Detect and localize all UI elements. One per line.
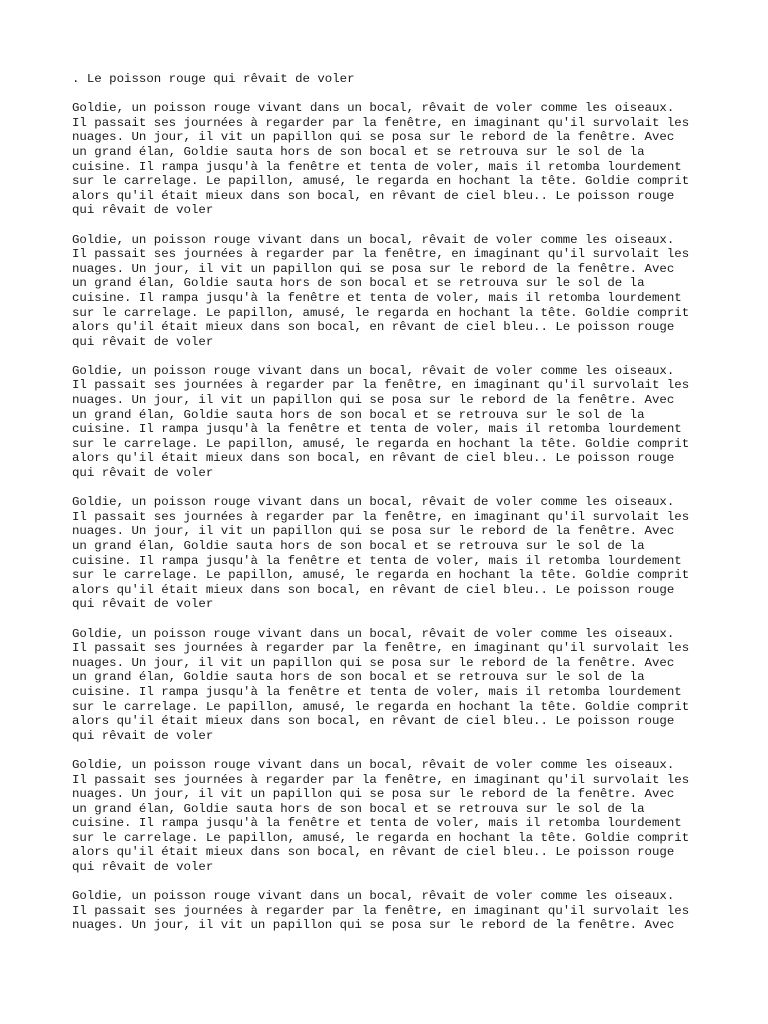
paragraph-line: Il passait ses journées à regarder par la fenêtre, en imaginant qu'il survolait les	[72, 378, 690, 393]
paragraph-line: Goldie, un poisson rouge vivant dans un bocal, rêvait de voler comme les oiseaux.	[72, 626, 675, 641]
paragraph-line: cuisine. Il rampa jusqu'à la fenêtre et tenta de voler, mais il retomba lourdement	[72, 422, 682, 437]
paragraph	[72, 233, 712, 350]
document-title: . Le poisson rouge qui rêvait de voler	[72, 72, 355, 86]
paragraph-line: Goldie, un poisson rouge vivant dans un bocal, rêvait de voler comme les oiseaux.	[72, 101, 675, 116]
paragraph-line: Goldie, un poisson rouge vivant dans un bocal, rêvait de voler comme les oiseaux.	[72, 232, 675, 247]
paragraph-line: Goldie, un poisson rouge vivant dans un bocal, rêvait de voler comme les oiseaux.	[72, 757, 675, 772]
paragraph-line: cuisine. Il rampa jusqu'à la fenêtre et tenta de voler, mais il retomba lourdement	[72, 684, 682, 699]
paragraph-line: nuages. Un jour, il vit un papillon qui se posa sur le rebord de la fenêtre. Avec	[72, 130, 675, 145]
paragraph-line: nuages. Un jour, il vit un papillon qui se posa sur le rebord de la fenêtre. Avec	[72, 787, 675, 802]
paragraph-line: sur le carrelage. Le papillon, amusé, le regarda en hochant la tête. Goldie comprit	[72, 568, 690, 583]
paragraph-line: nuages. Un jour, il vit un papillon qui se posa sur le rebord de la fenêtre. Avec	[72, 655, 675, 670]
paragraph-line: qui rêvait de voler	[72, 466, 214, 481]
paragraph-line: qui rêvait de voler	[72, 203, 214, 218]
paragraph-line: alors qu'il était mieux dans son bocal, en rêvant de ciel bleu.. Le poisson rouge	[72, 714, 675, 729]
paragraph-line: alors qu'il était mieux dans son bocal, en rêvant de ciel bleu.. Le poisson rouge	[72, 188, 675, 203]
paragraph-line: alors qu'il était mieux dans son bocal, en rêvant de ciel bleu.. Le poisson rouge	[72, 582, 675, 597]
paragraph-line: Il passait ses journées à regarder par la fenêtre, en imaginant qu'il survolait les	[72, 115, 690, 130]
paragraph-line: alors qu'il était mieux dans son bocal, en rêvant de ciel bleu.. Le poisson rouge	[72, 451, 675, 466]
document-page	[72, 72, 712, 948]
paragraph-line: Goldie, un poisson rouge vivant dans un bocal, rêvait de voler comme les oiseaux.	[72, 495, 675, 510]
paragraph-line: un grand élan, Goldie sauta hors de son bocal et se retrouva sur le sol de la	[72, 144, 645, 159]
paragraph-line: nuages. Un jour, il vit un papillon qui se posa sur le rebord de la fenêtre. Avec	[72, 261, 675, 276]
paragraph-line: nuages. Un jour, il vit un papillon qui se posa sur le rebord de la fenêtre. Avec	[72, 524, 675, 539]
paragraph-line: Goldie, un poisson rouge vivant dans un bocal, rêvait de voler comme les oiseaux.	[72, 889, 675, 904]
paragraph-line: qui rêvait de voler	[72, 728, 214, 743]
paragraph-line: qui rêvait de voler	[72, 860, 214, 875]
paragraph	[72, 495, 712, 612]
paragraph-line: un grand élan, Goldie sauta hors de son bocal et se retrouva sur le sol de la	[72, 670, 645, 685]
paragraph-line: nuages. Un jour, il vit un papillon qui se posa sur le rebord de la fenêtre. Avec	[72, 393, 675, 408]
paragraph-line: sur le carrelage. Le papillon, amusé, le regarda en hochant la tête. Goldie comprit	[72, 436, 690, 451]
paragraph-line: cuisine. Il rampa jusqu'à la fenêtre et tenta de voler, mais il retomba lourdement	[72, 553, 682, 568]
paragraph-line: nuages. Un jour, il vit un papillon qui se posa sur le rebord de la fenêtre. Avec	[72, 918, 675, 933]
paragraph	[72, 889, 712, 933]
paragraph-line: sur le carrelage. Le papillon, amusé, le regarda en hochant la tête. Goldie comprit	[72, 830, 690, 845]
paragraph-line: qui rêvait de voler	[72, 597, 214, 612]
paragraph-line: cuisine. Il rampa jusqu'à la fenêtre et tenta de voler, mais il retomba lourdement	[72, 159, 682, 174]
paragraph-line: un grand élan, Goldie sauta hors de son bocal et se retrouva sur le sol de la	[72, 539, 645, 553]
paragraph-line: un grand élan, Goldie sauta hors de son bocal et se retrouva sur le sol de la	[72, 407, 645, 422]
paragraph-line: cuisine. Il rampa jusqu'à la fenêtre et tenta de voler, mais il retomba lourdement	[72, 816, 682, 831]
paragraph-line: sur le carrelage. Le papillon, amusé, le regarda en hochant la tête. Goldie comprit	[72, 174, 690, 189]
paragraph-line: Il passait ses journées à regarder par la fenêtre, en imaginant qu'il survolait les	[72, 772, 690, 787]
paragraph-line: un grand élan, Goldie sauta hors de son bocal et se retrouva sur le sol de la	[72, 801, 645, 816]
paragraph-line: Il passait ses journées à regarder par la fenêtre, en imaginant qu'il survolait les	[72, 903, 690, 918]
paragraph-line: Goldie, un poisson rouge vivant dans un bocal, rêvait de voler comme les oiseaux.	[72, 363, 675, 378]
paragraph-line: sur le carrelage. Le papillon, amusé, le regarda en hochant la tête. Goldie comprit	[72, 699, 690, 714]
paragraph-line: un grand élan, Goldie sauta hors de son bocal et se retrouva sur le sol de la	[72, 276, 645, 291]
paragraph-line: alors qu'il était mieux dans son bocal, en rêvant de ciel bleu.. Le poisson rouge	[72, 320, 675, 335]
paragraph-line: sur le carrelage. Le papillon, amusé, le regarda en hochant la tête. Goldie comprit	[72, 305, 690, 320]
paragraph-line: Il passait ses journées à regarder par la fenêtre, en imaginant qu'il survolait les	[72, 247, 690, 262]
paragraph	[72, 758, 712, 875]
paragraph	[72, 627, 712, 744]
paragraph-line: alors qu'il était mieux dans son bocal, en rêvant de ciel bleu.. Le poisson rouge	[72, 845, 675, 860]
paragraph-line: cuisine. Il rampa jusqu'à la fenêtre et tenta de voler, mais il retomba lourdement	[72, 290, 682, 305]
paragraph	[72, 364, 712, 481]
paragraph-line: qui rêvait de voler	[72, 334, 214, 349]
paragraph-line: Il passait ses journées à regarder par la fenêtre, en imaginant qu'il survolait les	[72, 641, 690, 656]
paragraph	[72, 101, 712, 218]
paragraph-line: Il passait ses journées à regarder par la fenêtre, en imaginant qu'il survolait les	[72, 509, 690, 524]
